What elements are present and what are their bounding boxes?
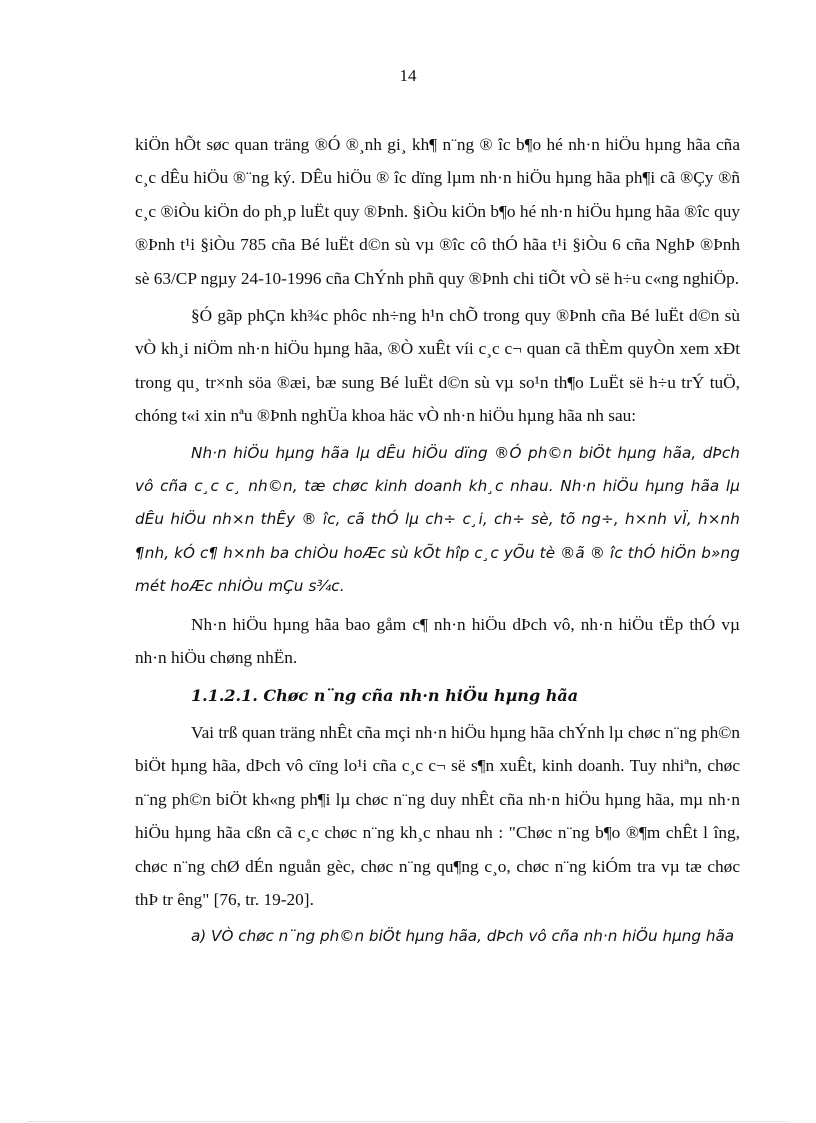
- paragraph-definition: Nh·n hiÖu hµng hãa lµ dÊu hiÖu dïng ®Ó ph©n biÖt hµng hãa, dÞch vô cña c¸c c¸ nh©n, tæ chøc kinh doanh kh¸c nhau. Nh·n hiÖu hµng hãa lµ dÊu hiÖu nh×n thÊy ® îc, cã thÓ lµ ch÷ c¸i, ch÷ sè, tõ ng÷, h×nh vÏ, h×nh ¶nh, kÓ c¶ h×nh ba chiÒu hoÆc sù kÕt hîp c¸c yÕu tè ®ã ® îc thÓ hiÖn b»ng mét hoÆc nhiÒu mÇu s¾c.: [135, 443, 740, 596]
- paragraph-functions: Vai trß quan träng nhÊt cña mçi nh·n hiÖu hµng hãa chÝnh lµ chøc n¨ng ph©n biÖt hµng hãa, dÞch vô cïng lo¹i cña c¸c c¬ së s¶n xuÊt, kinh doanh. Tuy nhiªn, chøc n¨ng ph©n biÖt kh«ng ph¶i lµ chøc n¨ng duy nhÊt cña nh·n hiÖu hµng hãa, mµ nh·n hiÖu hµng hãa cßn cã c¸c chøc n¨ng kh¸c nhau nh : "Chøc n¨ng b¶o ®¶m chÊt l îng, chøc n¨ng chØ dÉn nguån gèc, chøc n¨ng qu¶ng c¸o, chøc n¨ng kiÓm tra vµ tæ chøc thÞ tr êng" [76, tr. 19-20].: [135, 722, 740, 909]
- page-number: 14: [399, 66, 417, 85]
- paragraph-includes: Nh·n hiÖu hµng hãa bao gåm c¶ nh·n hiÖu dÞch vô, nh·n hiÖu tËp thÓ vµ nh·n hiÖu chøng nhËn.: [135, 614, 740, 668]
- document-body: [135, 128, 740, 954]
- subsection-heading: a) VÒ chøc n¨ng ph©n biÖt hµng hãa, dÞch vô cña nh·n hiÖu hµng hãa: [191, 927, 735, 946]
- paragraph-proposal: §Ó gãp phÇn kh¾c phôc nh÷ng h¹n chÕ trong quy ®Þnh cña Bé luËt d©n sù vÒ kh¸i niÖm nh·n hiÖu hµng hãa, ®Ò xuÊt víi c¸c c¬ quan cã thÈm quyÒn xem xÐt trong qu¸ tr×nh söa ®æi, bæ sung Bé luËt d©n sù vµ so¹n th¶o LuËt së h÷u trÝ tuÖ, chóng t«i xin nªu ®Þnh nghÜa khoa häc vÒ nh·n hiÖu hµng hãa nh sau:: [135, 306, 740, 426]
- section-heading: 1.1.2.1. Chøc n¨ng cña nh·n hiÖu hµng hãa: [191, 685, 579, 705]
- paragraph-conditions: kiÖn hÕt søc quan träng ®Ó ®¸nh gi¸ kh¶ n¨ng ® îc b¶o hé nh·n hiÖu hµng hãa cña c¸c dÊu hiÖu ®¨ng ký. DÊu hiÖu ® îc dïng lµm nh·n hiÖu hµng hãa ph¶i cã ®Çy ®ñ c¸c ®iÒu kiÖn do ph¸p luËt quy ®Þnh. §iÒu kiÖn b¶o hé nh·n hiÖu hµng hãa ®îc quy ®Þnh t¹i §iÒu 785 cña Bé luËt d©n sù vµ ®îc cô thÓ hãa t¹i §iÒu 6 cña NghÞ ®Þnh sè 63/CP ngµy 24-10-1996 cña ChÝnh phñ quy ®Þnh chi tiÕt vÒ së h÷u c«ng nghiÖp.: [135, 135, 740, 288]
- page-bottom-border: [28, 1121, 788, 1122]
